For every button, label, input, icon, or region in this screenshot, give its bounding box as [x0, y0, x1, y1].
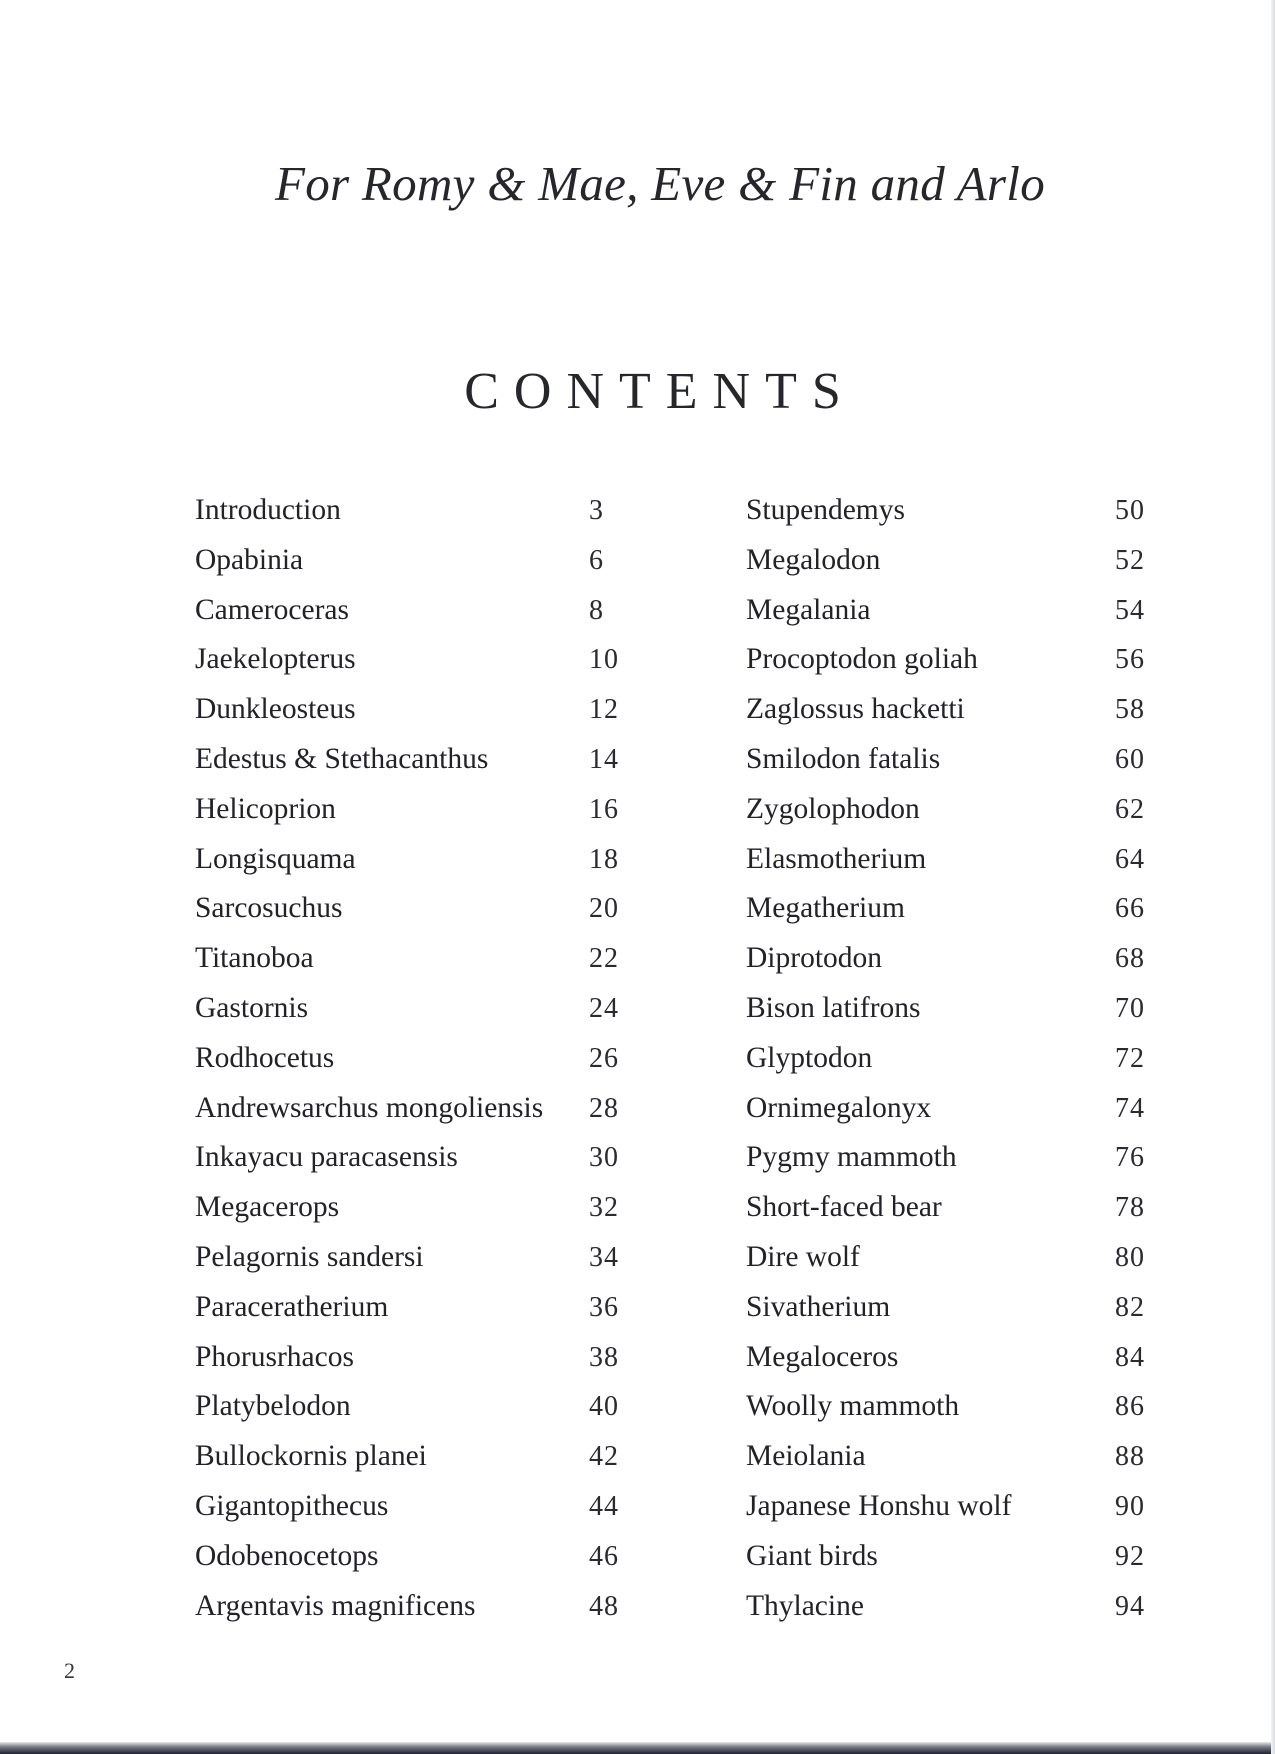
toc-entry-title: Thylacine — [746, 1589, 864, 1622]
toc-entry — [746, 1482, 1156, 1532]
toc-entry — [195, 1482, 635, 1532]
toc-entry-title: Gigantopithecus — [195, 1489, 389, 1522]
toc-entry-title: Platybelodon — [195, 1390, 351, 1423]
toc-entry-title: Argentavis magnificens — [195, 1589, 476, 1622]
toc-entry-title: Giant birds — [746, 1539, 878, 1572]
toc-entry — [195, 1084, 635, 1134]
toc-entry-page: 64 — [1115, 843, 1145, 875]
toc-entry — [746, 1133, 1156, 1183]
toc-entry — [746, 1183, 1156, 1233]
toc-entry-page: 74 — [1115, 1092, 1145, 1124]
toc-entry-title: Ornimegalonyx — [746, 1091, 932, 1124]
toc-entry-title: Procoptodon goliah — [746, 643, 978, 676]
toc-entry — [746, 1532, 1156, 1582]
toc-entry-page: 88 — [1115, 1441, 1145, 1473]
toc-entry-page: 60 — [1115, 743, 1145, 775]
toc-entry — [746, 1233, 1156, 1283]
toc-entry-page: 78 — [1115, 1192, 1145, 1224]
toc-entry-page: 16 — [589, 793, 619, 825]
toc-entry — [746, 1382, 1156, 1432]
toc-entry-page: 30 — [589, 1142, 619, 1174]
toc-entry-page: 26 — [589, 1042, 619, 1074]
toc-entry — [195, 586, 635, 636]
toc-entry — [195, 1283, 635, 1333]
toc-entry-title: Helicoprion — [195, 792, 336, 825]
toc-entry-title: Glyptodon — [746, 1041, 873, 1074]
toc-entry-title: Phorusrhacos — [195, 1340, 354, 1373]
toc-entry — [195, 685, 635, 735]
toc-entry-page: 34 — [589, 1241, 619, 1273]
toc-entry-page: 82 — [1115, 1291, 1145, 1323]
toc-entry — [746, 486, 1156, 536]
toc-entry-page: 36 — [589, 1291, 619, 1323]
toc-entry — [746, 984, 1156, 1034]
toc-entry-title: Dunkleosteus — [195, 693, 356, 726]
toc-entry-title: Japanese Honshu wolf — [746, 1489, 1012, 1522]
toc-entry-page: 86 — [1115, 1391, 1145, 1423]
toc-entry — [746, 1084, 1156, 1134]
toc-entry-page: 50 — [1115, 495, 1145, 526]
toc-entry-page: 38 — [589, 1341, 619, 1373]
toc-entry-page: 46 — [589, 1540, 619, 1572]
toc-entry-title: Odobenocetops — [195, 1539, 379, 1572]
toc-entry-page: 72 — [1115, 1042, 1145, 1074]
toc-entry — [746, 735, 1156, 785]
toc-entry-title: Longisquama — [195, 842, 356, 875]
toc-entry — [195, 884, 635, 934]
toc-entry-title: Megalodon — [746, 543, 881, 576]
toc-entry-title: Introduction — [195, 494, 341, 526]
toc-entry-page: 54 — [1115, 594, 1145, 626]
toc-entry-page: 20 — [589, 893, 619, 925]
toc-entry-page: 42 — [589, 1441, 619, 1473]
toc-entry-title: Megatherium — [746, 892, 905, 925]
toc-entry-page: 14 — [589, 743, 619, 775]
toc-left-column — [195, 486, 635, 1631]
toc-entry — [746, 536, 1156, 586]
dedication: For Romy & Mae, Eve & Fin and Arlo — [274, 156, 1045, 211]
toc-entry — [746, 586, 1156, 636]
toc-entry-title: Cameroceras — [195, 593, 349, 626]
toc-entry — [746, 685, 1156, 735]
toc-entry — [195, 486, 635, 536]
toc-entry — [746, 1283, 1156, 1333]
toc-entry — [195, 1432, 635, 1482]
toc-entry-page: 76 — [1115, 1142, 1145, 1174]
toc-entry-page: 68 — [1115, 943, 1145, 975]
toc-entry — [746, 835, 1156, 885]
toc-entry — [746, 1432, 1156, 1482]
toc-entry — [746, 1333, 1156, 1383]
toc-entry-page: 48 — [589, 1590, 619, 1622]
toc-entry — [195, 1582, 635, 1632]
toc-entry-title: Sarcosuchus — [195, 892, 343, 925]
toc-entry-title: Pelagornis sandersi — [195, 1240, 424, 1273]
toc-entry-page: 3 — [589, 495, 604, 526]
toc-entry — [195, 1183, 635, 1233]
toc-entry-page: 32 — [589, 1192, 619, 1224]
toc-entry-page: 6 — [589, 544, 604, 576]
contents-heading: CONTENTS — [464, 363, 856, 420]
toc-entry-title: Short-faced bear — [746, 1191, 942, 1224]
scan-bottom-edge — [0, 1742, 1275, 1754]
toc-entry — [195, 835, 635, 885]
toc-entry-title: Zygolophodon — [746, 792, 920, 825]
toc-entry — [746, 1034, 1156, 1084]
toc-entry-title: Pygmy mammoth — [746, 1141, 957, 1174]
toc-entry-page: 92 — [1115, 1540, 1145, 1572]
toc-entry-title: Bison latifrons — [746, 991, 921, 1024]
toc-entry-title: Megalania — [746, 593, 871, 626]
toc-entry — [746, 884, 1156, 934]
toc-entry-title: Inkayacu paracasensis — [195, 1141, 458, 1174]
toc-entry-title: Jaekelopterus — [195, 643, 356, 676]
toc-right-column — [746, 486, 1156, 1631]
toc-entry — [746, 635, 1156, 685]
toc-entry-page: 66 — [1115, 893, 1145, 925]
toc-entry-title: Dire wolf — [746, 1240, 860, 1273]
toc-entry-page: 22 — [589, 943, 619, 975]
toc-entry — [195, 536, 635, 586]
toc-entry-title: Elasmotherium — [746, 842, 927, 875]
toc-entry-title: Bullockornis planei — [195, 1440, 427, 1473]
toc-entry-title: Edestus & Stethacanthus — [195, 742, 489, 775]
toc-entry — [195, 785, 635, 835]
toc-entry-title: Rodhocetus — [195, 1041, 335, 1074]
toc-entry — [195, 1034, 635, 1084]
toc-entry-title: Megacerops — [195, 1191, 340, 1224]
toc-entry — [195, 1133, 635, 1183]
scan-right-edge — [1271, 0, 1275, 1754]
toc-entry-title: Sivatherium — [746, 1290, 891, 1323]
toc-entry-title: Diprotodon — [746, 942, 883, 975]
toc-entry-title: Megaloceros — [746, 1340, 899, 1373]
toc-entry-title: Titanoboa — [195, 942, 314, 975]
toc-entry-title: Stupendemys — [746, 494, 905, 526]
toc-entry — [195, 735, 635, 785]
toc-entry — [195, 1333, 635, 1383]
toc-entry — [746, 934, 1156, 984]
toc-entry-page: 24 — [589, 992, 619, 1024]
toc-entry — [195, 1233, 635, 1283]
toc-entry-title: Gastornis — [195, 991, 309, 1024]
toc-entry-title: Paraceratherium — [195, 1290, 389, 1323]
toc-entry-title: Zaglossus hacketti — [746, 693, 965, 726]
toc-entry-title: Opabinia — [195, 543, 304, 576]
toc-entry-page: 62 — [1115, 793, 1145, 825]
toc-entry-title: Woolly mammoth — [746, 1390, 960, 1423]
toc-entry-page: 10 — [589, 644, 619, 676]
toc-entry-page: 56 — [1115, 644, 1145, 676]
toc-entry-page: 58 — [1115, 694, 1145, 726]
toc-entry-page: 44 — [589, 1490, 619, 1522]
toc-entry-page: 70 — [1115, 992, 1145, 1024]
toc-entry — [746, 785, 1156, 835]
toc-entry — [195, 1532, 635, 1582]
toc-entry-page: 28 — [589, 1092, 619, 1124]
toc-entry — [195, 934, 635, 984]
toc-entry-page: 90 — [1115, 1490, 1145, 1522]
toc-entry-page: 12 — [589, 694, 619, 726]
toc-entry-title: Andrewsarchus mongoliensis — [195, 1091, 544, 1124]
toc-entry-page: 80 — [1115, 1241, 1145, 1273]
toc-entry-page: 84 — [1115, 1341, 1145, 1373]
toc-entry — [195, 984, 635, 1034]
toc-entry-page: 8 — [589, 594, 604, 626]
page-number: 2 — [64, 1658, 75, 1683]
toc-entry-title: Meiolania — [746, 1440, 866, 1473]
toc-entry — [195, 1382, 635, 1432]
toc-entry — [746, 1582, 1156, 1632]
toc-entry-page: 18 — [589, 843, 619, 875]
toc-entry-page: 40 — [589, 1391, 619, 1423]
toc-entry-title: Smilodon fatalis — [746, 742, 941, 775]
toc-entry-page: 52 — [1115, 544, 1145, 576]
toc-entry — [195, 635, 635, 685]
toc-entry-page: 94 — [1115, 1590, 1145, 1622]
